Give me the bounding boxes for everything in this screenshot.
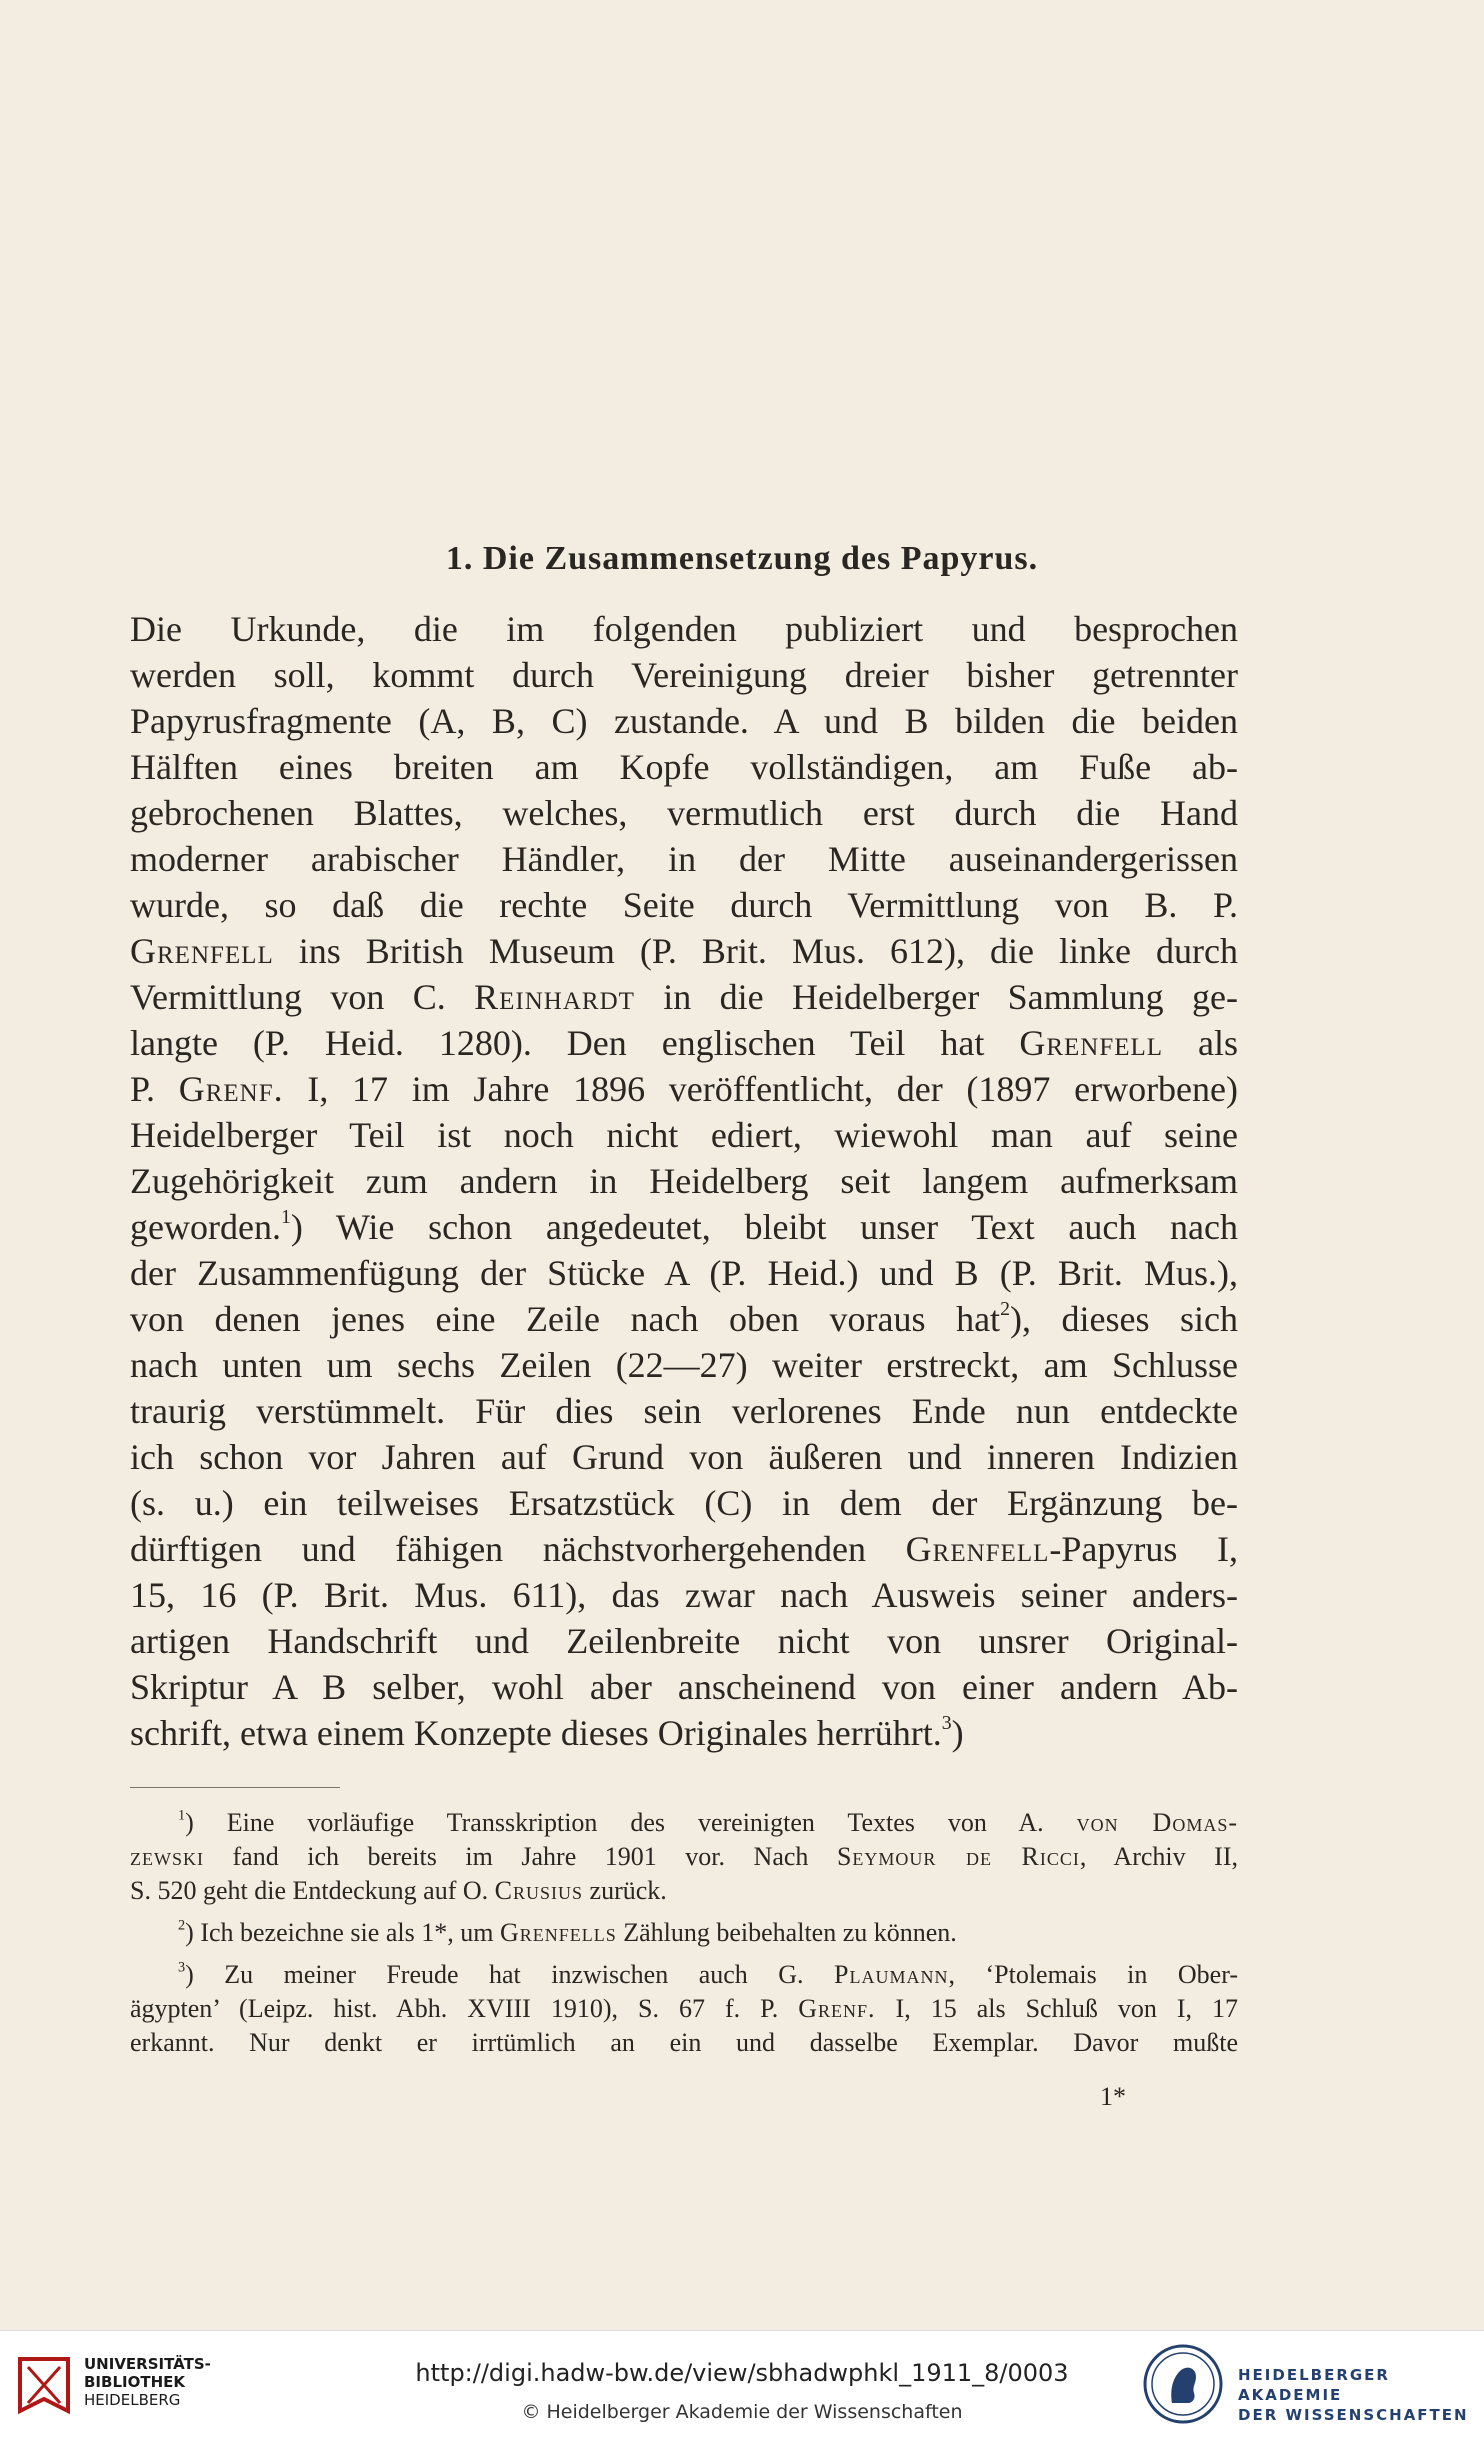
body-line: geworden.$^1$) Wie schon angedeutet, bleibt unser Text auch nach <box>130 1206 1238 1247</box>
body-line: dürftigen und fähigen nächstvorhergehenden Grenfell-Papyrus I, <box>130 1529 1238 1569</box>
library-name[interactable]: UNIVERSITÄTS- BIBLIOTHEK HEIDELBERG <box>84 2355 211 2409</box>
body-line: gebrochenen Blattes, welches, vermutlich erst durch die Hand <box>130 793 1238 833</box>
body-line: Heidelberger Teil ist noch nicht ediert, wiewohl man auf seine <box>130 1115 1238 1155</box>
academy-name[interactable]: HEIDELBERGER AKADEMIE DER WISSENSCHAFTEN <box>1238 2366 1469 2424</box>
body-line: Papyrusfragmente (A, B, C) zustande. A und B bilden die beiden <box>130 701 1238 741</box>
viewer-footer <box>0 2330 1484 2439</box>
footnote-line: S. 520 geht die Entdeckung auf O. Crusius zurück. <box>130 1876 667 1905</box>
footnote-rule <box>130 1787 340 1788</box>
body-line: nach unten um sechs Zeilen (22—27) weiter erstreckt, am Schlusse <box>130 1345 1238 1385</box>
footnote-line: $^3$) Zu meiner Freude hat inzwischen auch G. Plaumann, ‘Ptolemais in Ober- <box>178 1959 1238 1989</box>
body-line: Skriptur A B selber, wohl aber anscheinend von einer andern Ab- <box>130 1667 1238 1707</box>
folio-number: 1* <box>1100 2082 1126 2111</box>
body-line: schrift, etwa einem Konzepte dieses Originales herrührt.$^3$) <box>130 1712 964 1753</box>
body-line: Zugehörigkeit zum andern in Heidelberg seit langem aufmerksam <box>130 1161 1238 1201</box>
footnote-line: erkannt. Nur denkt er irrtümlich an ein und dasselbe Exemplar. Davor mußte <box>130 2028 1238 2057</box>
body-line: ich schon vor Jahren auf Grund von äußeren und inneren Indizien <box>130 1437 1238 1477</box>
body-line: (s. u.) ein teilweises Ersatzstück (C) in dem der Ergänzung be- <box>130 1483 1238 1523</box>
body-line: 15, 16 (P. Brit. Mus. 611), das zwar nach Ausweis seiner anders- <box>130 1575 1238 1615</box>
body-line: von denen jenes eine Zeile nach oben voraus hat$^2$), dieses sich <box>130 1298 1238 1339</box>
body-line: Grenfell ins British Museum (P. Brit. Mus. 612), die linke durch <box>130 931 1238 971</box>
body-line: moderner arabischer Händler, in der Mitte auseinandergerissen <box>130 839 1238 879</box>
body-line: Hälften eines breiten am Kopfe vollständigen, am Fuße ab- <box>130 747 1238 787</box>
body-line: der Zusammenfügung der Stücke A (P. Heid.) und B (P. Brit. Mus.), <box>130 1253 1238 1293</box>
body-line: P. Grenf. I, 17 im Jahre 1896 veröffentlicht, der (1897 erworbene) <box>130 1069 1238 1109</box>
footnote-line: zewski fand ich bereits im Jahre 1901 vor. Nach Seymour de Ricci, Archiv II, <box>130 1842 1238 1871</box>
section-heading: 1. Die Zusammensetzung des Papyrus. <box>445 540 1039 577</box>
footnote-line: $^2$) Ich bezeichne sie als 1*, um Grenfells Zählung beibehalten zu können. <box>178 1917 957 1947</box>
copyright-notice: © Heidelberger Akademie der Wissenschaften <box>521 2401 963 2423</box>
body-line: langte (P. Heid. 1280). Den englischen Teil hat Grenfell als <box>130 1023 1238 1063</box>
footnote-line: $^1$) Eine vorläufige Transskription des vereinigten Textes von A. von Domas- <box>178 1807 1238 1837</box>
footnote-line: ägypten’ (Leipz. hist. Abh. XVIII 1910), S. 67 f. P. Grenf. I, 15 als Schluß von I, 17 <box>130 1994 1238 2023</box>
permalink-url[interactable]: http://digi.hadw-bw.de/view/sbhadwphkl_1911_8/0003 <box>415 2359 1069 2387</box>
body-line: werden soll, kommt durch Vereinigung dreier bisher getrennter <box>130 655 1238 695</box>
body-line: wurde, so daß die rechte Seite durch Vermittlung von B. P. <box>130 885 1238 925</box>
hadw-seal-icon[interactable] <box>1142 2343 1224 2425</box>
body-line: Vermittlung von C. Reinhardt in die Heidelberger Sammlung ge- <box>130 977 1239 1017</box>
body-line: artigen Handschrift und Zeilenbreite nicht von unsrer Original- <box>130 1621 1238 1661</box>
body-line: traurig verstümmelt. Für dies sein verlorenes Ende nun entdeckte <box>130 1391 1238 1431</box>
body-line: Die Urkunde, die im folgenden publiziert und besprochen <box>130 609 1238 649</box>
